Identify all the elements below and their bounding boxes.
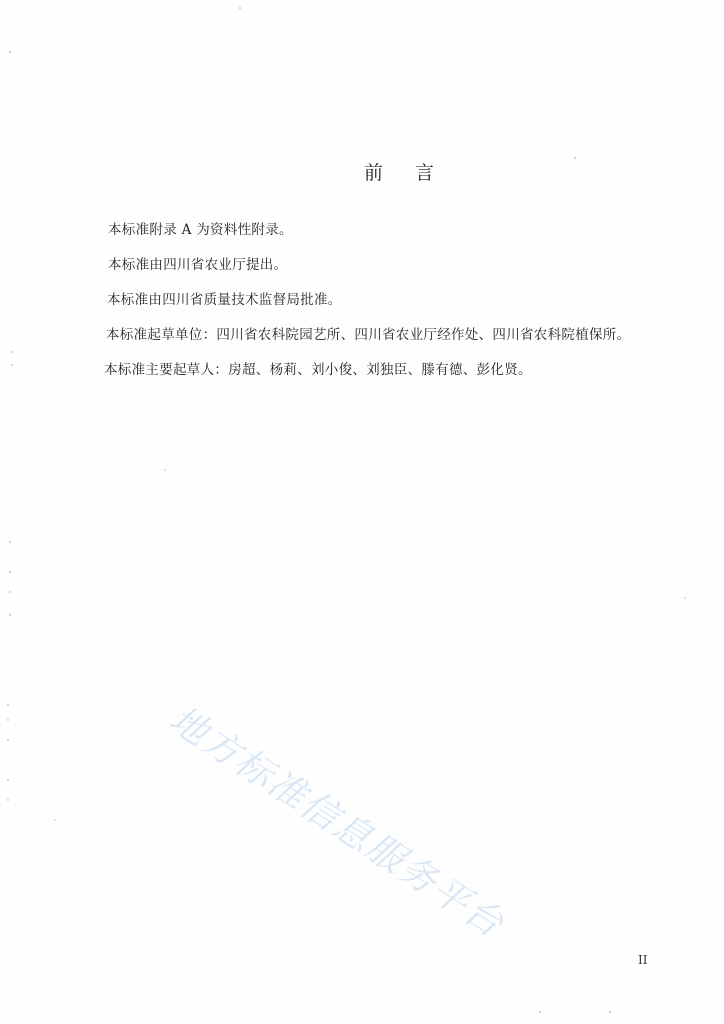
paragraph-approver: 本标准由四川省质量技术监督局批准。 [107,292,342,308]
paragraph-drafting-units: 本标准起草单位：四川省农科院园艺所、四川省农业厅经作处、四川省农科院植保所。 [106,327,631,343]
title-char-2: 言 [415,162,435,184]
watermark: 地方标准信息服务平台 [161,697,513,947]
title-char-1: 前 [364,162,384,184]
paragraph-appendix: 本标准附录 A 为资料性附录。 [108,222,293,238]
paragraph-proposer: 本标准由四川省农业厅提出。 [108,257,288,273]
page-title [364,158,434,185]
paragraph-drafters: 本标准主要起草人：房超、杨莉、刘小俊、刘独臣、滕有德、彭化贤。 [104,362,532,378]
page-number: II [638,953,648,967]
